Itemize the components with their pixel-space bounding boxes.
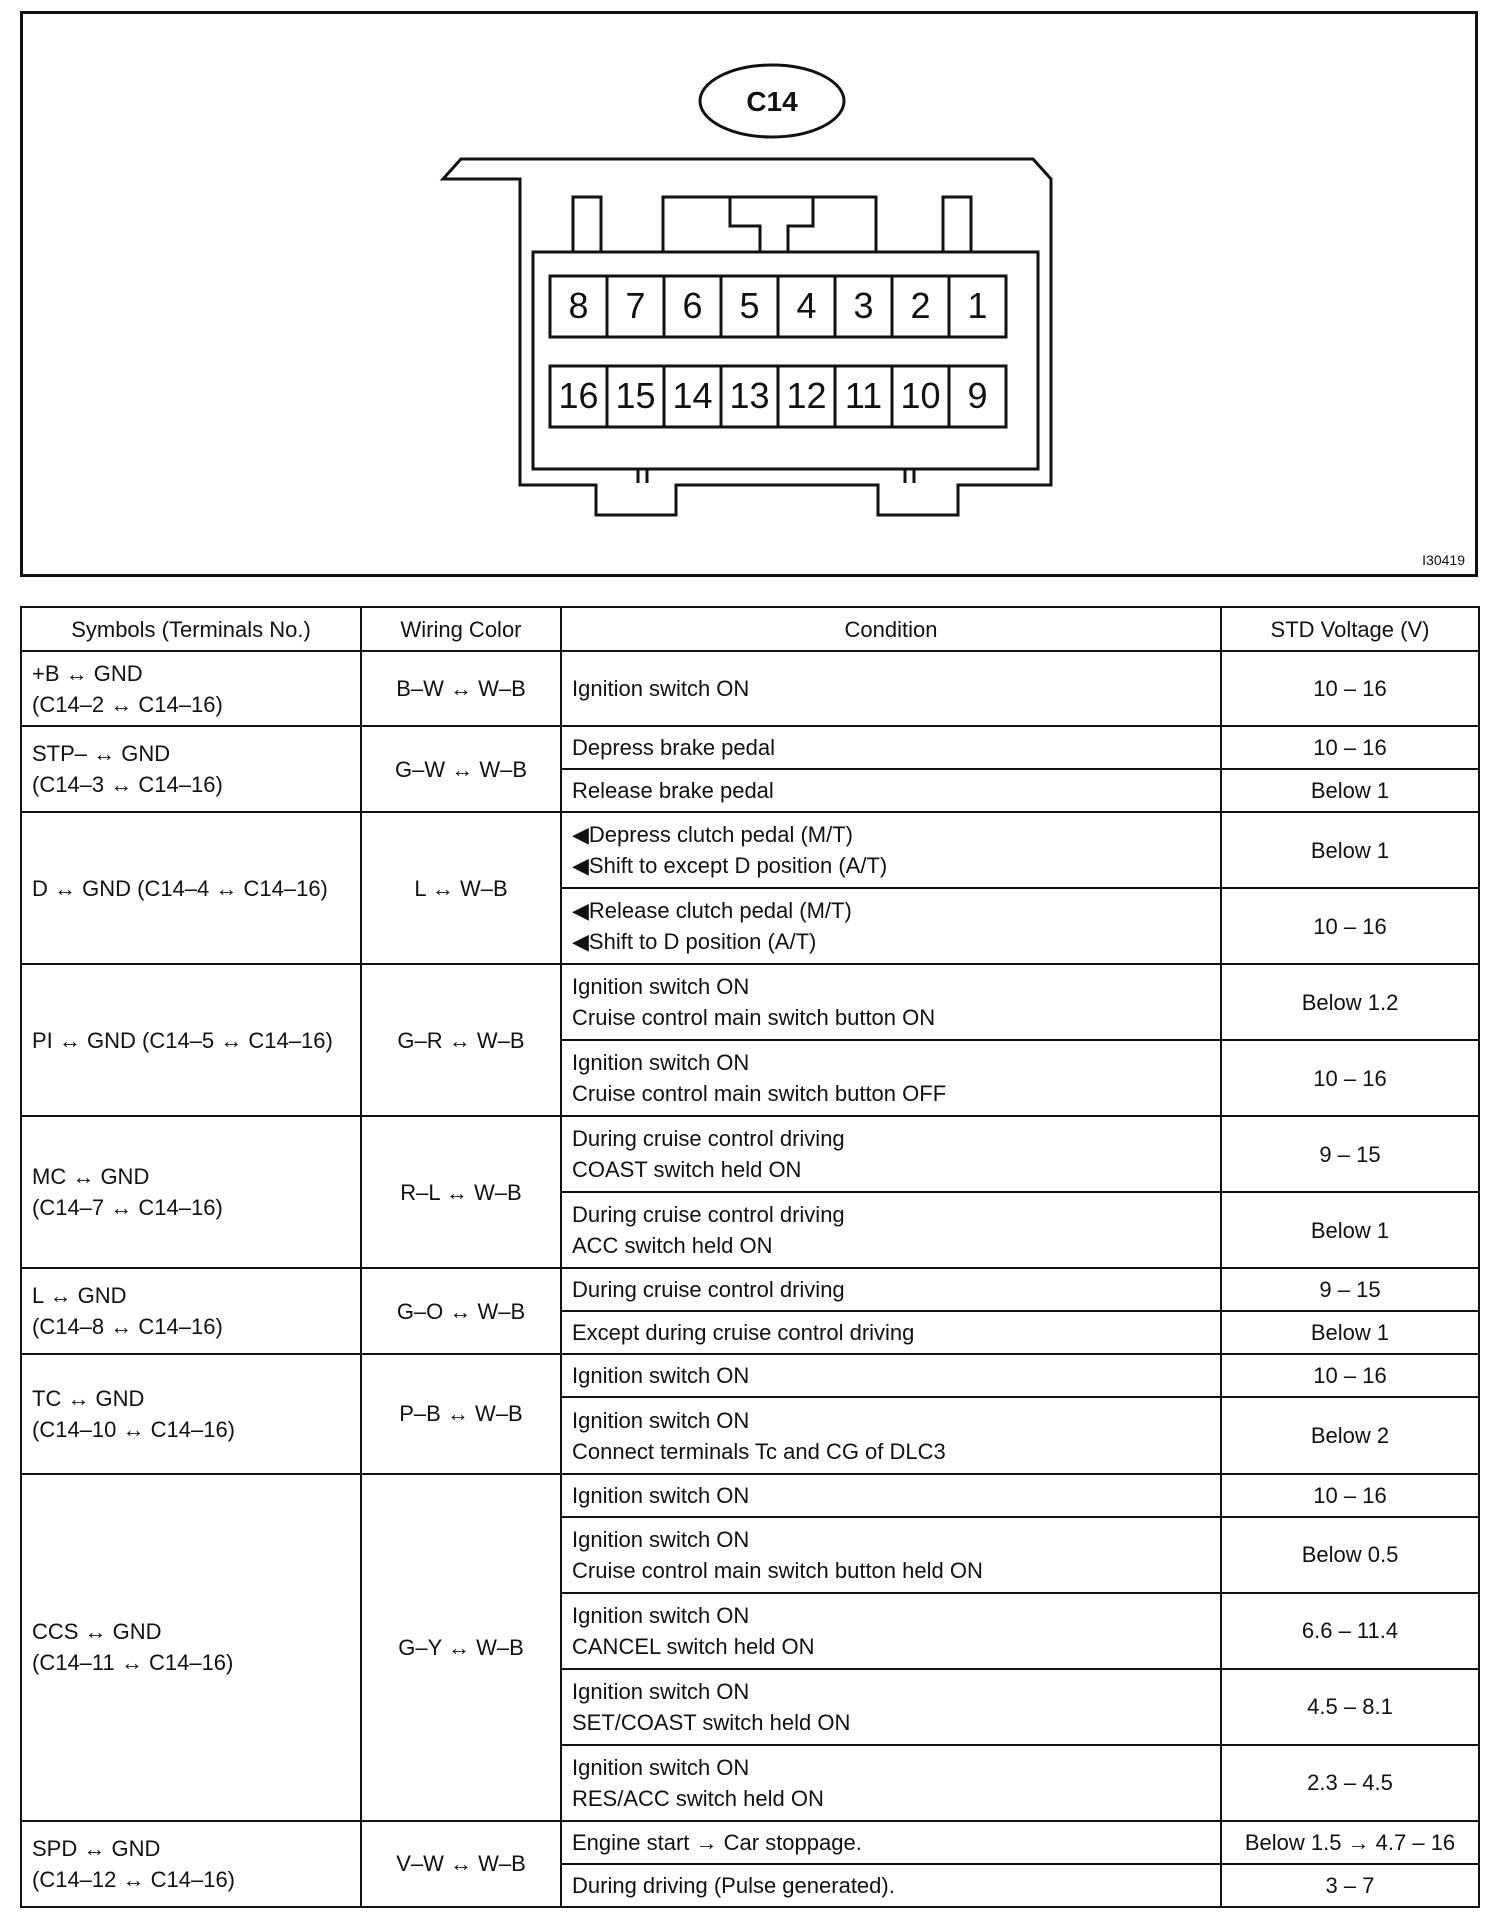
text-line: (C14–11 ↔ C14–16) (32, 1650, 234, 1676)
condition-cell (561, 1311, 1221, 1354)
text-line: (C14–2 ↔ C14–16) (32, 691, 223, 717)
symbol-cell (21, 964, 361, 1116)
condition-cell (561, 769, 1221, 812)
table-row (21, 726, 1479, 769)
table-row (21, 1474, 1479, 1517)
voltage-cell: Below 1 (1221, 769, 1479, 812)
symbol-cell (21, 1116, 361, 1268)
key-right-inner (813, 197, 876, 252)
header-condition: Condition (561, 607, 1221, 651)
header-symbols: Symbols (Terminals No.) (21, 607, 361, 651)
text-line: Cruise control main switch button ON (572, 1005, 936, 1031)
text-line: Ignition switch ON (572, 1482, 750, 1508)
pin-number: 5 (739, 285, 760, 326)
text-line: Ignition switch ON (572, 1602, 750, 1628)
voltage-cell: 9 – 15 (1221, 1116, 1479, 1192)
key-center (663, 197, 760, 252)
table-row (21, 812, 1479, 888)
symbol-cell (21, 726, 361, 812)
table-row (21, 1354, 1479, 1397)
terminal-voltage-table (20, 606, 1480, 1908)
voltage-cell: Below 1.2 (1221, 964, 1479, 1040)
condition-cell (561, 1821, 1221, 1864)
key-left (573, 197, 601, 252)
text-line: COAST switch held ON (572, 1157, 802, 1183)
pin-number: 3 (853, 285, 874, 326)
text-line: SPD ↔ GND (32, 1835, 161, 1861)
text-line: (C14–12 ↔ C14–16) (32, 1866, 236, 1892)
condition-cell (561, 812, 1221, 888)
housing-inner (533, 252, 1038, 469)
pin-number: 10 (900, 375, 941, 416)
text-line: During cruise control driving (572, 1126, 845, 1152)
wiring-color-cell: G–Y ↔ W–B (361, 1474, 561, 1821)
voltage-cell: 4.5 – 8.1 (1221, 1669, 1479, 1745)
pin-number: 4 (796, 285, 817, 326)
text-line: ◀Release clutch pedal (M/T) (572, 898, 852, 924)
symbol-cell (21, 1474, 361, 1821)
pin-number: 14 (672, 375, 713, 416)
voltage-cell: 10 – 16 (1221, 726, 1479, 769)
table-row (21, 1116, 1479, 1192)
text-line: Ignition switch ON (572, 1050, 750, 1076)
text-line: Except during cruise control driving (572, 1320, 915, 1346)
condition-cell (561, 1864, 1221, 1907)
voltage-cell: Below 1.5 → 4.7 – 16 (1221, 1821, 1479, 1864)
connector-diagram (20, 11, 1478, 577)
condition-cell (561, 888, 1221, 964)
text-line: Ignition switch ON (572, 974, 750, 1000)
text-line: L ↔ GND (32, 1283, 127, 1309)
condition-cell (561, 1116, 1221, 1192)
text-line: Engine start → Car stoppage. (572, 1829, 862, 1855)
wiring-color-cell: R–L ↔ W–B (361, 1116, 561, 1268)
wiring-color-cell: L ↔ W–B (361, 812, 561, 964)
condition-cell (561, 1474, 1221, 1517)
connector-name: C14 (746, 86, 798, 117)
condition-cell (561, 1397, 1221, 1473)
voltage-cell: 2.3 – 4.5 (1221, 1745, 1479, 1821)
text-line: Ignition switch ON (572, 1363, 750, 1389)
header-wiring-color: Wiring Color (361, 607, 561, 651)
text-line: (C14–7 ↔ C14–16) (32, 1195, 223, 1221)
voltage-cell: 3 – 7 (1221, 1864, 1479, 1907)
text-line: STP– ↔ GND (32, 741, 171, 767)
text-line: ◀Shift to except D position (A/T) (572, 853, 888, 879)
wiring-color-cell: G–R ↔ W–B (361, 964, 561, 1116)
voltage-cell: Below 1 (1221, 1311, 1479, 1354)
condition-cell (561, 651, 1221, 726)
text-line: ACC switch held ON (572, 1233, 773, 1259)
text-line: CANCEL switch held ON (572, 1633, 815, 1659)
wiring-color-cell: G–O ↔ W–B (361, 1268, 561, 1354)
wiring-color-cell: V–W ↔ W–B (361, 1821, 561, 1907)
text-line: SET/COAST switch held ON (572, 1709, 851, 1735)
voltage-cell: 10 – 16 (1221, 651, 1479, 726)
condition-cell (561, 1192, 1221, 1268)
voltage-cell: Below 1 (1221, 1192, 1479, 1268)
pin-number: 9 (967, 375, 988, 416)
symbol-cell (21, 1268, 361, 1354)
voltage-cell: 10 – 16 (1221, 1040, 1479, 1116)
condition-cell (561, 1593, 1221, 1669)
wiring-color-cell: P–B ↔ W–B (361, 1354, 561, 1473)
text-line: Cruise control main switch button OFF (572, 1081, 947, 1107)
pin-number: 16 (558, 375, 599, 416)
pin-number: 13 (729, 375, 770, 416)
text-line: (C14–8 ↔ C14–16) (32, 1314, 223, 1340)
condition-cell (561, 1517, 1221, 1593)
table-row (21, 1821, 1479, 1864)
pin-number: 15 (615, 375, 656, 416)
symbol-cell (21, 812, 361, 964)
text-line: Ignition switch ON (572, 1526, 750, 1552)
voltage-cell: 10 – 16 (1221, 1474, 1479, 1517)
voltage-cell: 10 – 16 (1221, 1354, 1479, 1397)
key-right (943, 197, 971, 252)
pin-number: 2 (910, 285, 931, 326)
text-line: PI ↔ GND (C14–5 ↔ C14–16) (32, 1027, 333, 1053)
text-line: +B ↔ GND (32, 660, 143, 686)
condition-cell (561, 1354, 1221, 1397)
text-line: Depress brake pedal (572, 735, 776, 761)
wiring-color-cell: G–W ↔ W–B (361, 726, 561, 812)
voltage-cell: Below 2 (1221, 1397, 1479, 1473)
table-row (21, 1268, 1479, 1311)
text-line: ◀Shift to D position (A/T) (572, 929, 817, 955)
text-line: MC ↔ GND (32, 1164, 150, 1190)
condition-cell (561, 1745, 1221, 1821)
text-line: ◀Depress clutch pedal (M/T) (572, 822, 854, 848)
figure-id: I30419 (1422, 552, 1465, 568)
text-line: Release brake pedal (572, 778, 774, 804)
latch-left (638, 469, 647, 483)
wiring-color-cell: B–W ↔ W–B (361, 651, 561, 726)
voltage-cell: 6.6 – 11.4 (1221, 1593, 1479, 1669)
condition-cell (561, 1669, 1221, 1745)
table-row (21, 651, 1479, 726)
text-line: During driving (Pulse generated). (572, 1872, 895, 1898)
symbol-cell (21, 1354, 361, 1473)
text-line: During cruise control driving (572, 1277, 845, 1303)
text-line: Ignition switch ON (572, 676, 750, 702)
text-line: RES/ACC switch held ON (572, 1785, 824, 1811)
symbol-cell (21, 651, 361, 726)
table-row (21, 964, 1479, 1040)
condition-cell (561, 1268, 1221, 1311)
text-line: TC ↔ GND (32, 1385, 145, 1411)
text-line: (C14–10 ↔ C14–16) (32, 1416, 236, 1442)
text-line: Ignition switch ON (572, 1678, 750, 1704)
pin-number: 1 (967, 285, 988, 326)
voltage-cell: Below 0.5 (1221, 1517, 1479, 1593)
condition-cell (561, 1040, 1221, 1116)
condition-cell (561, 964, 1221, 1040)
pin-number: 8 (568, 285, 589, 326)
text-line: Ignition switch ON (572, 1407, 750, 1433)
text-line: Cruise control main switch button held ON (572, 1557, 983, 1583)
text-line: (C14–3 ↔ C14–16) (32, 772, 223, 798)
text-line: During cruise control driving (572, 1202, 845, 1228)
voltage-cell: Below 1 (1221, 812, 1479, 888)
condition-cell (561, 726, 1221, 769)
header-std-voltage: STD Voltage (V) (1221, 607, 1479, 651)
text-line: Connect terminals Tc and CG of DLC3 (572, 1438, 946, 1464)
latch-right (905, 469, 914, 483)
pin-number: 7 (625, 285, 646, 326)
pin-number: 6 (682, 285, 703, 326)
pin-row-top (550, 276, 1006, 337)
connector-drawing (23, 14, 1475, 574)
pin-number: 12 (786, 375, 827, 416)
text-line: D ↔ GND (C14–4 ↔ C14–16) (32, 875, 328, 901)
voltage-cell: 9 – 15 (1221, 1268, 1479, 1311)
voltage-cell: 10 – 16 (1221, 888, 1479, 964)
symbol-cell (21, 1821, 361, 1907)
pin-row-bottom (550, 366, 1006, 427)
table-header-row (21, 607, 1479, 651)
text-line: Ignition switch ON (572, 1754, 750, 1780)
text-line: CCS ↔ GND (32, 1619, 162, 1645)
pin-number: 11 (844, 375, 883, 416)
